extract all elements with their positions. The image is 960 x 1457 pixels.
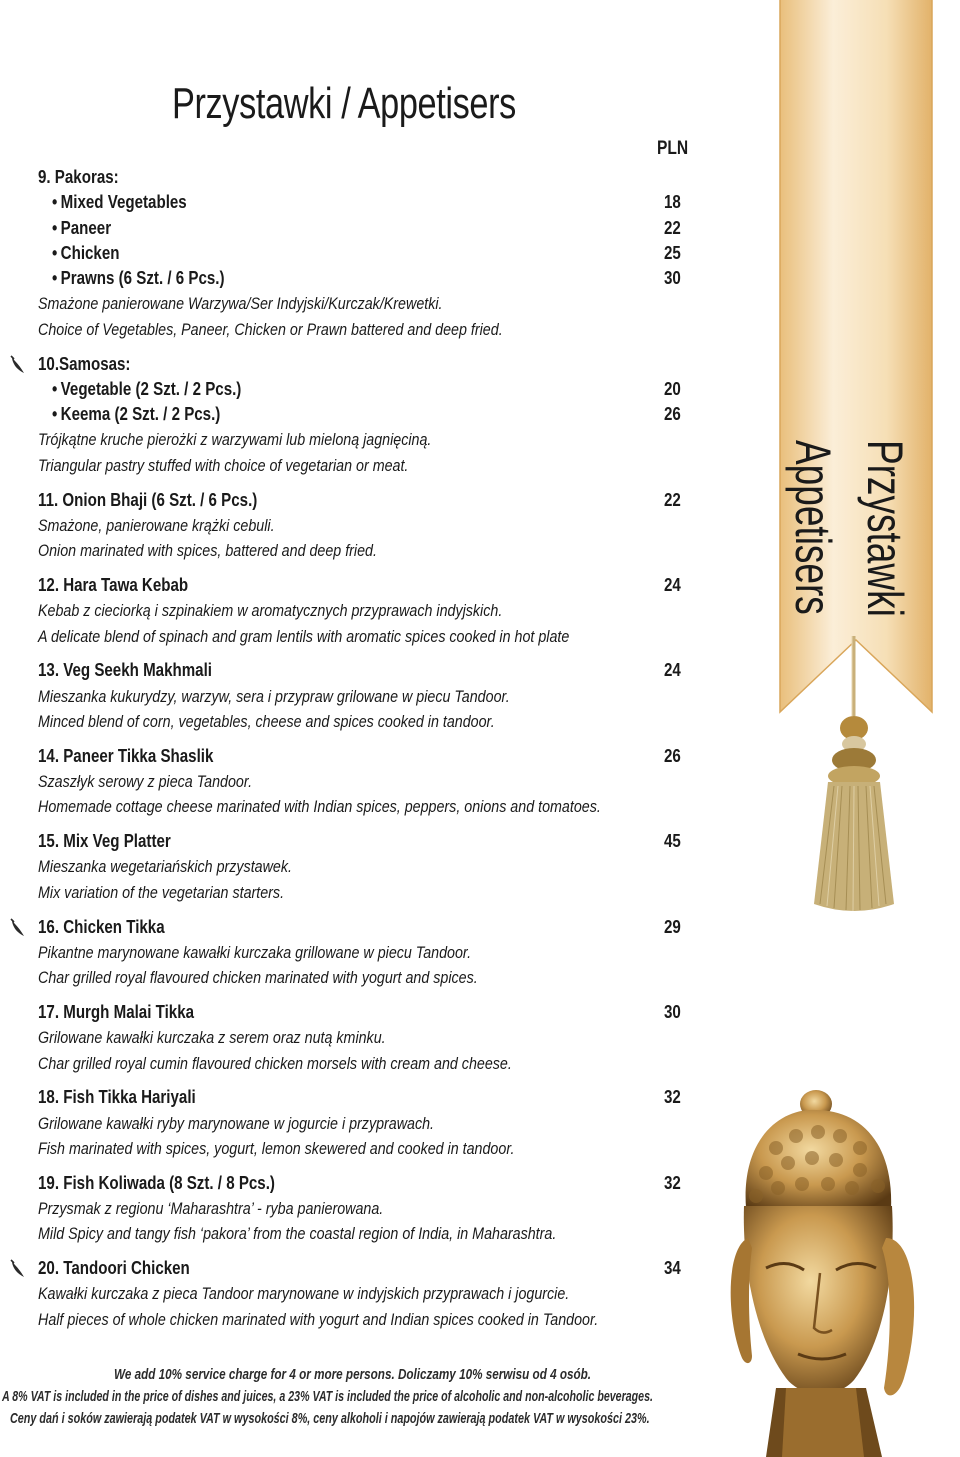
desc-en: Fish marinated with spices, yogurt, lemon skewered and cooked in tandoor.	[38, 1138, 515, 1158]
desc-pl: Szaszłyk serowy z pieca Tandoor.	[38, 772, 253, 792]
desc-pl: Pikantne marynowane kawałki kurczaka grillowane w piecu Tandoor.	[38, 942, 472, 962]
price: 45	[664, 831, 681, 852]
footer-line-service: We add 10% service charge for 4 or more persons. Doliczamy 10% serwisu od 4 osób.	[114, 1366, 592, 1383]
menu-item-veg-seekh-makhmali: 13. Veg Seekh Makhmali 24	[38, 658, 698, 683]
price: 26	[664, 404, 681, 425]
desc-pl: Trójkątne kruche pierożki z warzywami lub mieloną jagnięciną.	[38, 430, 432, 450]
chili-pepper-icon	[8, 355, 28, 375]
menu-item-hara-tawa-kebab: 12. Hara Tawa Kebab 24	[38, 573, 698, 598]
price: 30	[664, 1001, 681, 1022]
menu-list	[38, 165, 698, 1332]
menu-item-fish-tikka-hariyali: 18. Fish Tikka Hariyali 32	[38, 1085, 698, 1110]
desc-pl: Kebab z cieciorką i szpinakiem w aromatycznych przyprawach indyjskich.	[38, 601, 503, 621]
ribbon-line-1: Przystawki	[857, 440, 913, 617]
ribbon-line-2: Appetisers	[785, 440, 841, 615]
option-row: • Prawns (6 Szt. / 6 Pcs.) 30	[38, 266, 698, 291]
desc-en: Onion marinated with spices, battered and deep fried.	[38, 541, 377, 561]
ribbon-label	[785, 440, 922, 640]
option-row: • Chicken 25	[38, 241, 698, 266]
desc-pl: Kawałki kurczaka z pieca Tandoor marynowane w indyjskich przyprawach i jogurcie.	[38, 1284, 570, 1304]
menu-item-tandoori-chicken: 20. Tandoori Chicken 34	[38, 1256, 698, 1281]
menu-item-murgh-malai-tikka: 17. Murgh Malai Tikka 30	[38, 1000, 698, 1025]
price: 32	[664, 1087, 681, 1108]
price: 18	[664, 192, 681, 213]
menu-item-samosas: 10.Samosas:	[38, 352, 698, 377]
price: 22	[664, 489, 681, 510]
currency-label: PLN	[657, 138, 689, 159]
price: 30	[664, 268, 681, 289]
tassel-image	[804, 636, 904, 916]
desc-pl: Smażone panierowane Warzywa/Ser Indyjski/Kurczak/Krewetki.	[38, 294, 443, 314]
desc-pl: Przysmak z regionu ‘Maharashtra’ - ryba panierowana.	[38, 1198, 384, 1218]
price: 22	[664, 217, 681, 238]
menu-item-mix-veg-platter: 15. Mix Veg Platter 45	[38, 829, 698, 854]
desc-en: Triangular pastry stuffed with choice of vegetarian or meat.	[38, 455, 409, 475]
desc-en: Mild Spicy and tangy fish ‘pakora’ from the coastal region of India, in Maharashtra.	[38, 1224, 557, 1244]
desc-en: Half pieces of whole chicken marinated with yogurt and Indian spices cooked in Tandoor.	[38, 1309, 599, 1329]
price: 29	[664, 916, 681, 937]
page-title: Przystawki / Appetisers	[172, 79, 516, 128]
chili-pepper-icon	[8, 918, 28, 938]
desc-en: Char grilled royal cumin flavoured chicken morsels with cream and cheese.	[38, 1053, 512, 1073]
option-row: • Mixed Vegetables 18	[38, 190, 698, 215]
chili-pepper-icon	[8, 1259, 28, 1279]
menu-item-paneer-tikka-shaslik: 14. Paneer Tikka Shaslik 26	[38, 744, 698, 769]
menu-item-onion-bhaji: 11. Onion Bhaji (6 Szt. / 6 Pcs.) 22	[38, 488, 698, 513]
menu-item-chicken-tikka: 16. Chicken Tikka 29	[38, 915, 698, 940]
menu-item-fish-koliwada: 19. Fish Koliwada (8 Szt. / 8 Pcs.) 32	[38, 1171, 698, 1196]
desc-en: Char grilled royal flavoured chicken marinated with yogurt and spices.	[38, 968, 478, 988]
desc-en: Choice of Vegetables, Paneer, Chicken or Prawn battered and deep fried.	[38, 319, 503, 339]
option-row: • Keema (2 Szt. / 2 Pcs.) 26	[38, 402, 698, 427]
price: 24	[664, 574, 681, 595]
desc-pl: Grilowane kawałki kurczaka z serem oraz nutą kminku.	[38, 1028, 386, 1048]
price: 25	[664, 242, 681, 263]
desc-en: Mix variation of the vegetarian starters.	[38, 882, 285, 902]
buddha-head-image	[686, 1088, 946, 1457]
price: 32	[664, 1172, 681, 1193]
price: 26	[664, 745, 681, 766]
option-row: • Paneer 22	[38, 216, 698, 241]
menu-item-pakoras: 9. Pakoras:	[38, 167, 119, 187]
desc-en: Minced blend of corn, vegetables, cheese and spices cooked in tandoor.	[38, 711, 495, 731]
price: 20	[664, 378, 681, 399]
desc-pl: Mieszanka kukurydzy, warzyw, sera i przypraw grilowane w piecu Tandoor.	[38, 686, 510, 706]
desc-pl: Mieszanka wegetariańskich przystawek.	[38, 857, 292, 877]
footer-line-vat-en: A 8% VAT is included in the price of dishes and juices, a 23% VAT is included the price of alcoholic and non-alcoholic beverages.	[2, 1388, 653, 1405]
desc-pl: Smażone, panierowane krążki cebuli.	[38, 515, 275, 535]
price: 34	[664, 1258, 681, 1279]
price: 24	[664, 660, 681, 681]
desc-en: Homemade cottage cheese marinated with Indian spices, peppers, onions and tomatoes.	[38, 797, 601, 817]
desc-pl: Grilowane kawałki ryby marynowane w jogurcie i przyprawach.	[38, 1113, 435, 1133]
desc-en: A delicate blend of spinach and gram lentils with aromatic spices cooked in hot plate	[38, 626, 570, 646]
option-row: • Vegetable (2 Szt. / 2 Pcs.) 20	[38, 377, 698, 402]
footer-line-vat-pl: Ceny dań i soków zawierają podatek VAT w wysokości 8%, ceny alkoholi i napojów zawierają podatek VAT w wysokości 23%.	[10, 1410, 650, 1427]
